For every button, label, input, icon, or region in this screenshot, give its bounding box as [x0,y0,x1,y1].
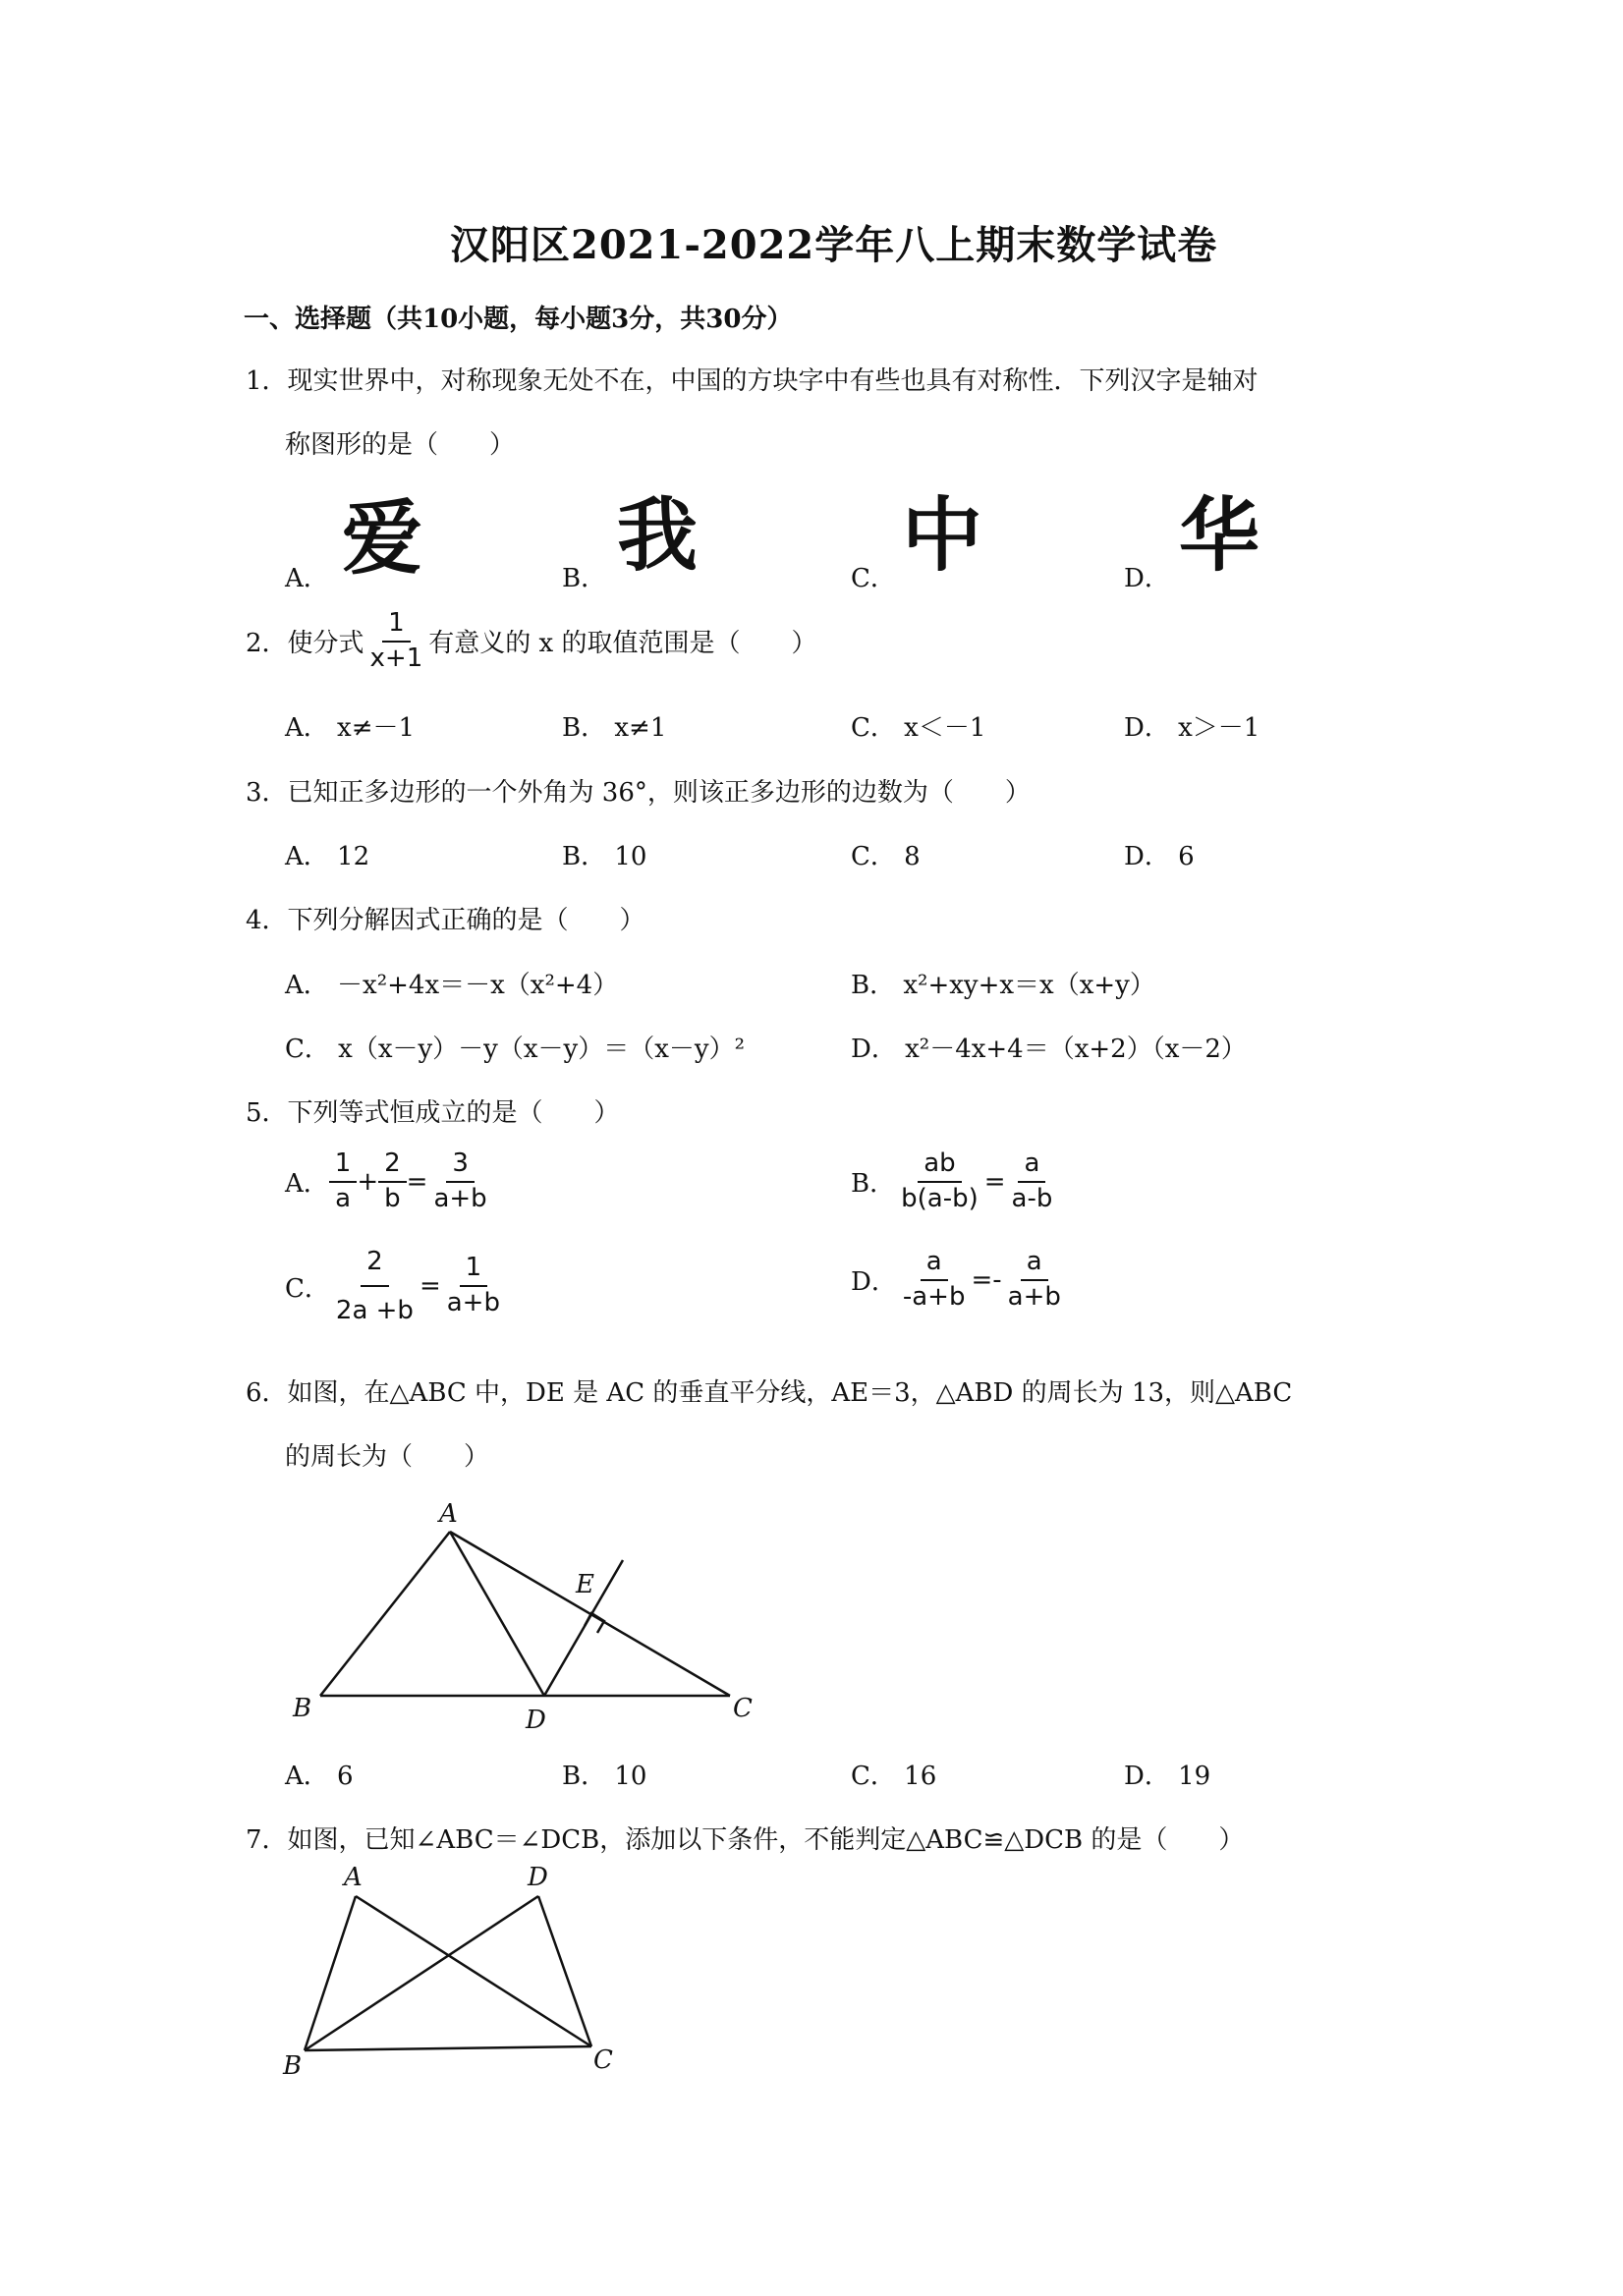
q1-option-a-char: 爱 [342,492,423,586]
q5-a-frac2 [378,1149,407,1214]
q1-option-c-char: 中 [902,489,983,583]
q5-d-frac1 [897,1248,972,1313]
point-label-d: D [526,1706,546,1734]
q2-option-b: B． x≠1 [562,713,667,743]
denominator: -a+b [902,1281,966,1312]
segment-ac [356,1896,591,2046]
q1-option-d-label: D． [1124,564,1170,593]
q4-option-a: A． －x²+4x＝－x（x²+4） [285,971,619,1000]
equals-sign: = [406,1166,428,1197]
point-label-b: B [293,1694,312,1723]
q5-option-c-label: C． [285,1273,330,1304]
q5-option-d [851,1248,1067,1313]
q5-option-b-label: B． [851,1169,896,1200]
q5-b-frac1 [895,1149,984,1214]
denominator: a+b [446,1288,500,1318]
q1-option-b-char: 我 [617,489,699,583]
denominator: 2a +b [335,1296,414,1326]
segment-db [305,1896,538,2050]
q1-stem-line2: 称图形的是（ ） [285,430,516,460]
q4-option-d: D． x²－4x+4＝（x+2）（x－2） [851,1035,1247,1064]
q1-option-d-char: 华 [1179,489,1260,583]
q7-quadrilateral-figure [265,1862,639,2098]
q6-option-d: D． 19 [1124,1762,1211,1791]
q5-c-frac1 [330,1240,420,1332]
q5-option-a [285,1149,493,1214]
numerator: 2 [378,1149,407,1183]
point-label-c: C [593,2045,613,2075]
denominator: a+b [433,1183,487,1213]
point-label-a: A [344,1863,363,1892]
q2-option-a: A． x≠－1 [285,713,416,743]
q2-option-c: C． x＜－1 [851,713,986,743]
denominator: a+b [1007,1281,1061,1312]
q5-stem: 5．下列等式恒成立的是（ ） [246,1098,620,1128]
point-label-c: C [733,1694,753,1723]
segment-ab [320,1532,450,1696]
denominator: a [335,1183,352,1213]
q2-option-d: D． x＞－1 [1124,713,1260,743]
denominator: a-b [1011,1183,1053,1213]
q4-stem: 4．下列分解因式正确的是（ ） [246,906,645,935]
page-title: 汉阳区2021-2022学年八上期末数学试卷 [450,222,1218,268]
q6-option-b: B． 10 [562,1762,647,1791]
numerator: 2 [361,1240,389,1287]
q5-a-frac1 [329,1149,358,1214]
equals-sign: = [983,1166,1006,1197]
q2-prefix: 2．使分式 [246,629,364,659]
point-label-e: E [576,1570,594,1599]
q3-option-c: C． 8 [851,842,921,871]
q3-option-d: D． 6 [1124,842,1195,871]
q2-stem [246,609,816,674]
q5-option-c [285,1240,506,1332]
numerator: a [1018,1149,1045,1183]
q6-triangle-figure [285,1488,776,1734]
q4-option-c: C． x（x－y）－y（x－y）＝（x－y）² [285,1035,745,1064]
q2-fraction-denominator: x+1 [369,643,423,673]
segment-dc [538,1896,591,2046]
segment-bc [305,2046,591,2050]
q5-option-b [851,1149,1058,1214]
q1-option-a-label: A． [285,564,329,593]
denominator: b [384,1183,401,1213]
segment-ad [450,1532,544,1696]
point-label-d: D [528,1863,548,1892]
equals-sign: = [419,1271,441,1302]
q5-b-frac2 [1006,1149,1059,1214]
q4-option-b: B． x²+xy+x＝x（x+y） [851,971,1155,1000]
q5-option-d-label: D． [851,1267,897,1298]
q3-stem: 3．已知正多边形的一个外角为 36°，则该正多边形的边数为（ ） [246,778,1031,808]
q5-option-a-label: A． [285,1169,329,1200]
plus-sign: + [357,1166,379,1197]
q2-suffix: 有意义的 x 的取值范围是（ ） [428,629,817,659]
q1-option-c-label: C． [851,564,896,593]
q6-stem-line1: 6．如图，在△ABC 中，DE 是 AC 的垂直平分线，AE＝3，△ABD 的周长为 13，则△ABC [246,1378,1293,1408]
numerator: 1 [329,1149,358,1183]
numerator: 3 [446,1149,475,1183]
q6-option-c: C． 16 [851,1762,937,1791]
q3-option-a: A． 12 [285,842,370,871]
numerator: a [921,1248,948,1281]
segment-ab [305,1896,356,2050]
numerator: a [1021,1248,1048,1281]
point-label-b: B [283,2051,303,2081]
q1-stem-line1: 1．现实世界中，对称现象无处不在，中国的方块字中有些也具有对称性．下列汉字是轴对 [246,366,1259,396]
q7-stem: 7．如图，已知∠ABC＝∠DCB，添加以下条件，不能判定△ABC≌△DCB 的是（ ） [246,1825,1245,1855]
denominator: b(a-b) [901,1183,979,1213]
q3-option-b: B． 10 [562,842,647,871]
q1-option-b-label: B． [562,564,607,593]
section-heading: 一、选择题（共10小题，每小题3分，共30分） [244,305,793,334]
q6-option-a: A． 6 [285,1762,354,1791]
numerator: ab [918,1149,961,1183]
q2-fraction [364,609,429,674]
q5-c-frac2 [441,1254,506,1318]
q2-fraction-numerator: 1 [382,609,411,643]
q5-a-frac3 [427,1149,492,1214]
equals-minus-sign: =- [971,1264,1002,1295]
q5-d-frac2 [1002,1248,1067,1313]
numerator: 1 [460,1254,488,1287]
point-label-a: A [439,1499,458,1529]
right-angle-mark [585,1613,604,1633]
q6-stem-line2: 的周长为（ ） [285,1442,490,1472]
